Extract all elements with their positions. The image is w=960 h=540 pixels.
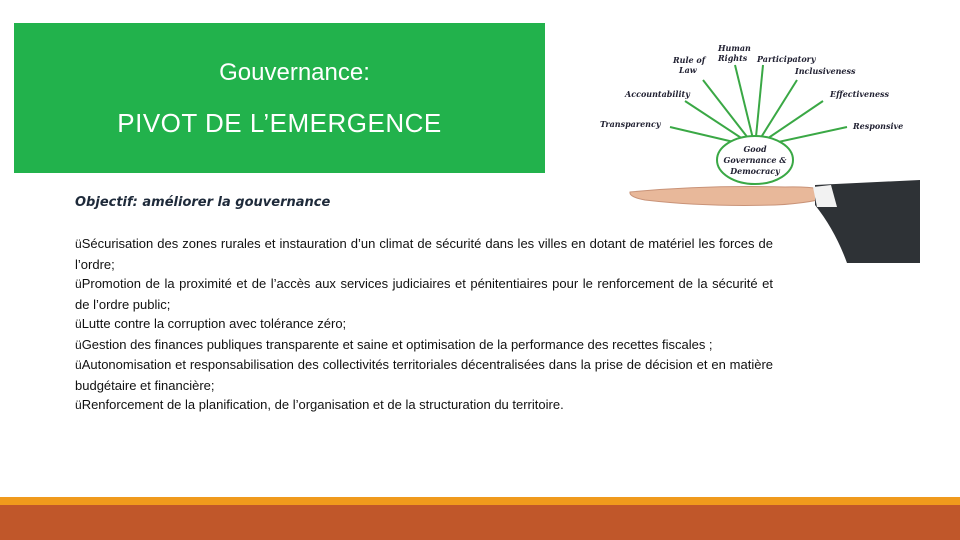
- title-banner: [14, 23, 545, 173]
- list-item: üPromotion de la proximité et de l’accès aux services judiciaires et pénitentiaires pour le renforcement de la sécurité et de l’ordre public;: [75, 276, 773, 312]
- good-governance-illustration: [585, 35, 925, 265]
- label-human-rights-1: Human: [718, 43, 751, 53]
- title-line-1: Gouvernance:: [219, 59, 370, 86]
- list-item: üAutonomisation et responsabilisation des collectivités territoriales décentralisées dans la prise de décision et en matière budgétaire et financière;: [75, 357, 773, 393]
- label-rule-of-law-2: Law: [679, 65, 697, 75]
- center-line-2: Governance &: [723, 155, 787, 165]
- label-inclusiveness: Inclusiveness: [795, 66, 856, 76]
- list-item: üRenforcement de la planification, de l’organisation et de la structuration du territoire.: [75, 397, 564, 412]
- list-item: üLutte contre la corruption avec tolérance zéro;: [75, 316, 347, 331]
- check-icon: ü: [75, 337, 82, 352]
- list-item: üGestion des finances publiques transparente et saine et optimisation de la performance des recettes fiscales ;: [75, 336, 713, 352]
- label-accountability: Accountability: [625, 89, 690, 99]
- label-participatory: Participatory: [757, 54, 816, 64]
- check-icon: ü: [75, 277, 82, 291]
- label-rule-of-law-1: Rule of: [673, 55, 706, 65]
- label-human-rights-2: Rights: [718, 53, 748, 63]
- objective-label: Objectif: [75, 195, 133, 210]
- footer-bar: [0, 505, 960, 540]
- arrows: [670, 65, 847, 147]
- objective-text: : améliorer la gouvernance: [132, 195, 331, 210]
- title-line-2: PIVOT DE L’EMERGENCE: [117, 108, 442, 138]
- check-icon: ü: [75, 358, 82, 372]
- label-effectiveness: Effectiveness: [830, 89, 890, 99]
- label-responsive: Responsive: [853, 121, 904, 131]
- center-line-3: Democracy: [730, 166, 780, 176]
- list-item: üSécurisation des zones rurales et instauration d’un climat de sécurité dans les villes en dotant de matériel les forces de l’ordre;: [75, 236, 773, 272]
- check-icon: ü: [75, 398, 82, 412]
- footer-accent-line: [0, 497, 960, 505]
- hand-icon: [630, 187, 835, 206]
- label-transparency: Transparency: [600, 119, 661, 129]
- bullet-list: [75, 234, 773, 416]
- check-icon: ü: [75, 237, 82, 251]
- check-icon: ü: [75, 317, 82, 331]
- center-line-1: Good: [743, 144, 767, 154]
- objective-heading: [75, 195, 330, 210]
